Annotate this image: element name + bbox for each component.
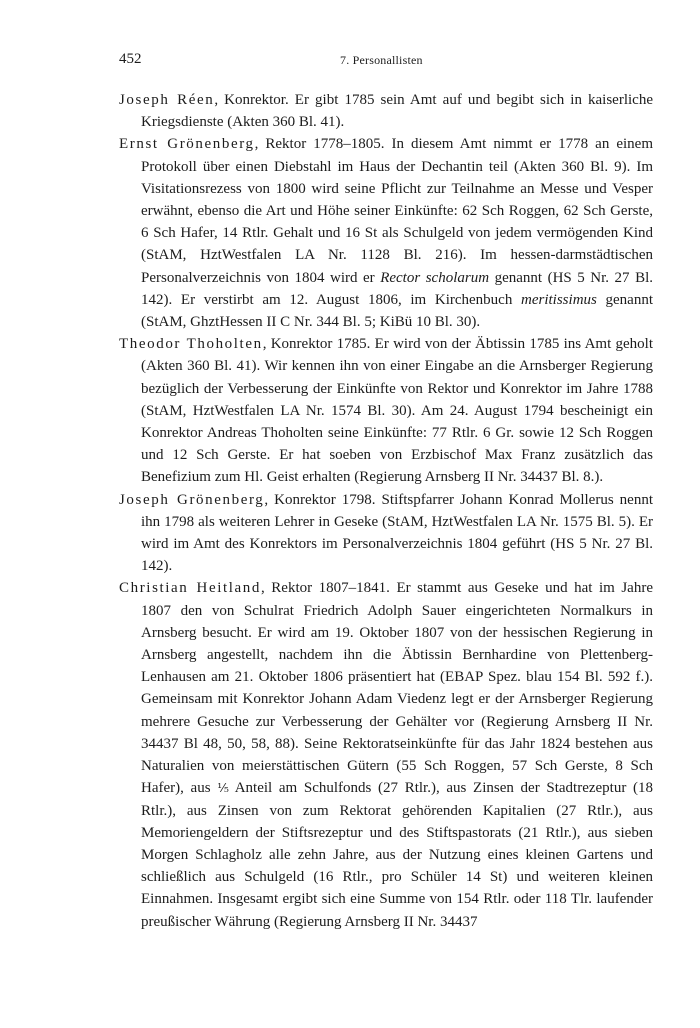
entry-theodor-thoholten: [119, 333, 653, 488]
entry-joseph-reen: [119, 89, 653, 133]
latin-title: Rector scholarum: [380, 269, 490, 286]
person-name: Joseph Réen: [119, 92, 215, 108]
entry-ernst-groenenberg: [119, 133, 653, 333]
page-number: 452: [119, 51, 142, 67]
entry-joseph-groenenberg: [119, 489, 653, 578]
entry-text: , Rektor 1778–1805. In diesem Amt nimmt er 1778 an einem Protokoll über einen Diebstahl im Haus der Dechantin teil (Akten 360 Bl. 9). Im Visitationsrezess von 1800 wird seine Pflicht zur Teilnahme an Messe und Vesper erwähnt, ebenso die Art und Höhe seiner Einkünfte: 62 Sch Roggen, 62 Sch Gerste, 6 Sch Hafer, 14 Rtlr. Gehalt und 16 St als Schulgeld von jedem vermögenden Kind (StAM, HztWestfalen LA Nr. 1128 Bl. 216). Im hessen-darmstädtischen Personalverzeichnis von 1804 wird er: [141, 136, 653, 286]
latin-epithet: meritissimus: [521, 291, 597, 308]
entry-text: genannt (StAM, GhztHessen II C Nr. 344 Bl. 5; KiBü 10 Bl. 30).: [141, 291, 654, 331]
entry-text: , Konrektor. Er gibt 1785 sein Amt auf und begibt sich in kaiserliche Kriegsdienste (Akten 360 Bl. 41).: [141, 92, 653, 131]
person-name: Joseph Grönenberg: [119, 491, 265, 508]
fraction: ⅕: [217, 781, 229, 796]
entry-text: Anteil am Schulfonds (27 Rtlr.), aus Zinsen der Stadtrezeptur (18 Rtlr.), aus Zinsen von zum Rektorat gehörenden Kapitalien (27 Rtlr.), aus Memoriengeldern der Stiftsrezeptur und des Stiftspastorats (21 Rtlr.), aus sieben Morgen Schlagholz alle zehn Jahre, aus der Nutzung eines kleinen Gartens und schließlich aus Schulgeld (16 Rtlr., pro Schüler 14 St) und weiteren kleinen Einnahmen. Insgesamt ergibt sich eine Summe von 154 Rtlr. oder 118 Tlr. laufender preußischer Währung (Regierung Arnsberg II Nr. 34437: [141, 780, 654, 930]
running-head: 7. Personallisten: [340, 53, 423, 67]
person-name: Theodor Thoholten: [119, 336, 263, 353]
entry-text: , Konrektor 1785. Er wird von der Äbtissin 1785 ins Amt geholt (Akten 360 Bl. 41). Wir kennen ihn von einer Eingabe an die Arnsberger Regierung bezüglich der Verbesserung der Einkünfte von Rektor und Konrektor im Jahre 1788 (StAM, HztWestfalen LA Nr. 1574 Bl. 30). Am 24. August 1794 bescheinigt ein Konrektor Andreas Thoholten seine Einkünfte: 77 Rtlr. 6 Gr. sowie 12 Sch Roggen und 12 Sch Gerste. Er hat soeben von Erzbischof Max Franz zusätzlich das Benefizium zum Hl. Geist erhalten (Regierung Arnsberg II Nr. 34437 Bl. 8.).: [141, 336, 653, 486]
body-text: [119, 89, 653, 933]
entry-text: , Konrektor 1798. Stiftspfarrer Johann Konrad Mollerus nennt ihn 1798 als weiteren Lehrer in Geseke (StAM, HztWestfalen LA Nr. 1575 Bl. 5). Er wird im Amt des Konrektors im Personalverzeichnis 1804 geführt (HS 5 Nr. 27 Bl. 142).: [141, 491, 653, 575]
entry-text: genannt (HS 5 Nr. 27 Bl. 142). Er verstirbt am 12. August 1806, im Kirchenbuch: [141, 269, 653, 308]
entry-text: , Rektor 1807–1841. Er stammt aus Geseke und hat im Jahre 1807 den von Schulrat Friedrich Adolph Sauer eingerichteten Normalkurs in Arnsberg besucht. Er wird am 19. Oktober 1807 von der hessischen Regierung in Arnsberg angestellt, nachdem ihn die Äbtissin Bernhardine von Plettenberg-Lenhausen am 21. Oktober 1806 präsentiert hat (EBAP Spez. blau 154 Bl. 592 f.). Gemeinsam mit Konrektor Johann Adam Viedenz legt er der Arnsberger Regierung mehrere Gesuche zur Verbesserung der Gehälter vor (Regierung Arnsberg II Nr. 34437 Bl 48, 50, 58, 88). Seine Rektoratseinkünfte für das Jahr 1824 bestehen aus Naturalien von meierstättischen Gütern (55 Sch Roggen, 57 Sch Gerste, 8 Sch Hafer), aus: [141, 580, 653, 797]
person-name: Ernst Grönenberg: [119, 136, 255, 153]
entry-christian-heitland: [119, 577, 653, 932]
person-name: Christian Heitland: [119, 580, 261, 597]
